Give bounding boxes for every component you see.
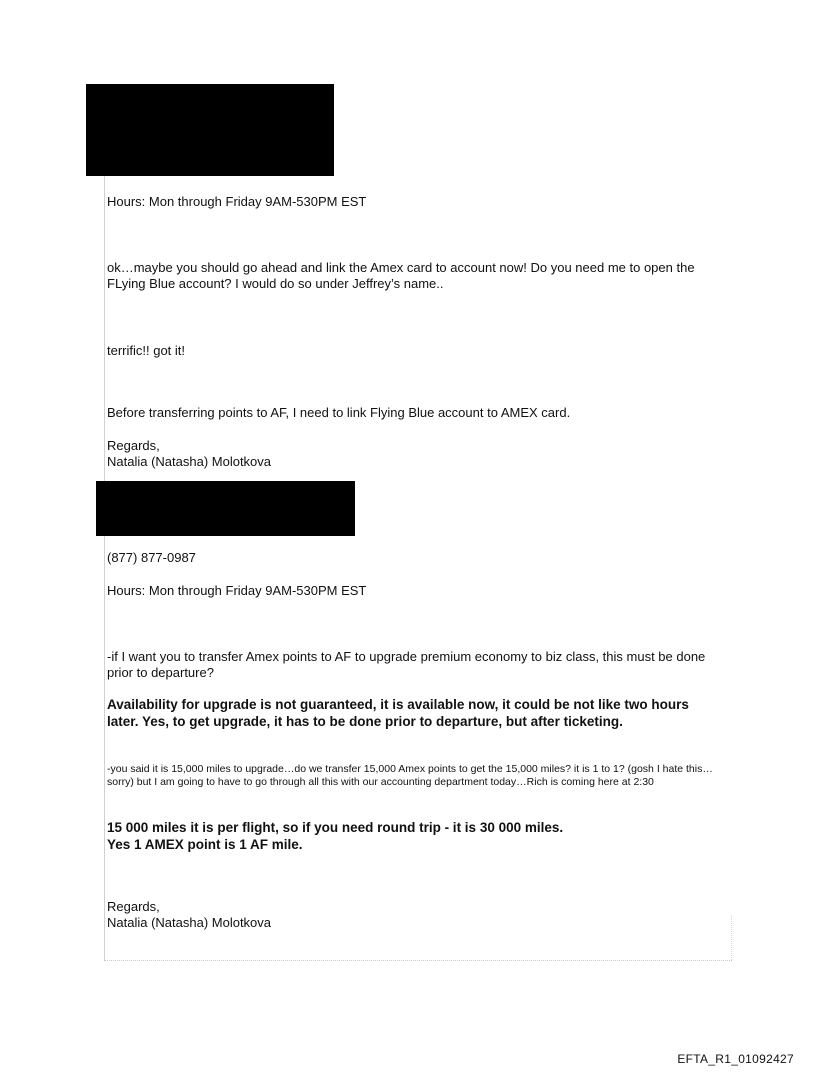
quote-border-bottom <box>104 960 732 961</box>
redaction-block <box>96 481 355 536</box>
redaction-block <box>86 84 334 176</box>
signature-name: Natalia (Natasha) Molotkova <box>107 454 272 469</box>
quote-border-left <box>104 168 105 960</box>
regards-text: Regards, <box>107 899 160 914</box>
answer-miles-line2: Yes 1 AMEX point is 1 AF mile. <box>107 837 303 852</box>
document-id: EFTA_R1_01092427 <box>677 1052 794 1066</box>
message-link-amex: ok…maybe you should go ahead and link the Amex card to account now! Do you need me to open the FLying Blue account? I would do so under Jeffrey’s name.. <box>107 260 695 291</box>
message-terrific: terrific!! got it! <box>107 343 186 358</box>
signature-name: Natalia (Natasha) Molotkova <box>107 915 272 930</box>
answer-upgrade: Availability for upgrade is not guaranteed, it is available now, it could be not like two hours later. Yes, to get upgrade, it has to be done prior to departure, but after ticketing. <box>107 697 689 729</box>
question-miles: -you said it is 15,000 miles to upgrade…do we transfer 15,000 Amex points to get the 15,000 miles? it is 1 to 1? (gosh I hate this…sorry) but I am going to have to go through all this with our accounting department today…Rich is coming here at 2:30 <box>107 763 713 788</box>
question-upgrade: -if I want you to transfer Amex points to AF to upgrade premium economy to biz class, this must be done prior to departure? <box>107 649 706 680</box>
answer-miles-line1: 15 000 miles it is per flight, so if you need round trip - it is 30 000 miles. <box>107 820 564 835</box>
regards-text: Regards, <box>107 438 160 453</box>
hours-line: Hours: Mon through Friday 9AM-530PM EST <box>107 583 367 598</box>
message-before-transfer: Before transferring points to AF, I need to link Flying Blue account to AMEX card. <box>107 405 571 420</box>
phone-number: (877) 877-0987 <box>107 550 196 565</box>
quote-border-right <box>731 915 732 960</box>
hours-line: Hours: Mon through Friday 9AM-530PM EST <box>107 194 367 209</box>
